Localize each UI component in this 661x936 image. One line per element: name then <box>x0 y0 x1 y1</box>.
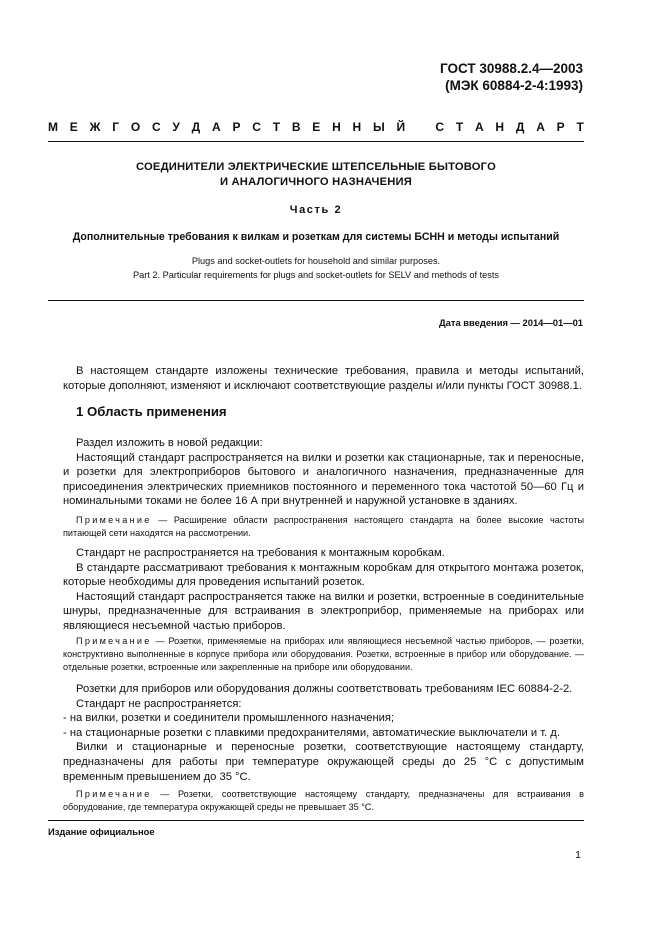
english-title-line: Part 2. Particular requirements for plugs and socket-outlets for SELV and methods of tests <box>133 269 499 280</box>
banner-letter: Е <box>69 120 78 134</box>
banner-letter: Т <box>455 120 464 134</box>
paragraph: Раздел изложить в новой редакции: <box>76 437 263 449</box>
banner-letter: С <box>151 120 161 134</box>
banner-letter: М <box>48 120 58 134</box>
banner-letter: Т <box>272 120 281 134</box>
note-text: — Розетки, соответствующие настоящему стандарту, предназначены для встраивания в оборудование, где температура окружающей среды не превышает 35 °С. <box>63 789 584 812</box>
paragraph: Розетки для приборов или оборудования должны соответствовать требованиям IEC 60884-2-2. <box>76 683 573 695</box>
note-paragraph <box>63 635 584 674</box>
document-title <box>48 160 584 189</box>
note-label: Примечание <box>76 636 152 646</box>
top-divider <box>48 141 584 142</box>
banner-letter: А <box>211 120 221 134</box>
paragraph: Вилки и стационарные и переносные розетки, соответствующие настоящему стандарту, предназначены для работы при температуре окружающей среды до 25 °С с допустимым временным превышением до 35 °С. <box>63 741 584 783</box>
paragraph: В настоящем стандарте изложены технические требования, правила и методы испытаний, которые дополняют, изменяют и исключают соответствующие разделы и/или пункты ГОСТ 30988.1. <box>63 365 584 392</box>
note-text: — Расширение области распространения настоящего стандарта на более высокие частоты питающей сети находятся на рассмотрении. <box>63 515 584 538</box>
paragraph: Настоящий стандарт распространяется на вилки и розетки как стационарные, так и переносные, и розетки для электроприборов бытового и аналогичного назначения, предназначенные для присоединения электрических приемников постоянного и переменного тока частотой 50—60 Гц и номинальными токами не более 16 А при внутренней и наружной установке в зданиях. <box>63 451 584 508</box>
introduction-date: Дата введения — 2014—01—01 <box>438 317 583 328</box>
section-body-a <box>63 436 584 509</box>
official-edition-label: Издание официальное <box>48 826 155 837</box>
note-label: Примечание <box>76 789 152 799</box>
banner-letter: Ы <box>372 120 385 134</box>
banner-letter: Н <box>495 120 505 134</box>
banner-letter: Р <box>232 120 241 134</box>
section-heading: 1 Область применения <box>76 404 227 419</box>
note-paragraph <box>63 788 584 814</box>
banner-letter: Н <box>352 120 362 134</box>
banner-gap <box>417 120 424 134</box>
footer-divider <box>48 820 584 821</box>
banner-letter: Е <box>312 120 321 134</box>
iec-number: (МЭК 60884-2-4:1993) <box>445 78 583 93</box>
list-item: - на вилки, розетки и соединители промышленного назначения; <box>63 712 395 725</box>
note-3 <box>63 788 584 814</box>
part-label: Часть 2 <box>289 204 343 216</box>
english-title-line: Plugs and socket-outlets for household and similar purposes. <box>191 256 441 266</box>
paragraph: В стандарте рассматривают требования к монтажным коробкам для открытого монтажа розеток, которые необходимы для проведения испытаний розеток. <box>63 561 584 589</box>
banner-letter: Г <box>112 120 120 134</box>
note-paragraph <box>63 514 584 540</box>
note-2 <box>63 635 584 674</box>
paragraph: Настоящий стандарт распространяется также на вилки и розетки, встроенные в соединительные шнуры, предназначенные для встраивания в электроприбор, применяемые на приборах или являющиеся несъемной частью приборов. <box>63 590 584 632</box>
banner-letter: С <box>435 120 445 134</box>
section-body-c <box>63 682 584 784</box>
banner-letter: Ж <box>89 120 101 134</box>
banner-letter: А <box>536 120 545 134</box>
section-body-b <box>63 546 584 634</box>
page-number: 1 <box>575 849 581 861</box>
paragraph: Стандарт не распространяется на требования к монтажным коробкам. <box>76 547 445 559</box>
title-line: И АНАЛОГИЧНОГО НАЗНАЧЕНИЯ <box>219 175 413 188</box>
banner-letter: А <box>474 120 484 134</box>
intro-paragraph <box>63 364 584 393</box>
note-label: Примечание <box>76 515 152 525</box>
list-item: - на стационарные розетки с плавкими предохранителями, автоматические выключатели и т. д. <box>63 726 560 739</box>
title-line: СОЕДИНИТЕЛИ ЭЛЕКТРИЧЕСКИЕ ШТЕПСЕЛЬНЫЕ БЫТОВОГО <box>136 161 496 173</box>
document-subtitle: Дополнительные требования к вилкам и розеткам для системы БСНН и методы испытаний <box>72 231 560 243</box>
english-title <box>48 255 584 282</box>
banner-letter: Й <box>396 120 406 134</box>
note-text: — Розетки, применяемые на приборах или являющиеся несъемной частью приборов, — розетки, конструктивно выполненные в корпусе прибора или оборудования. Розетки, встроенные в прибор или оборудование. — отдельные розетки, встроенные или закрепленные на приборе или оборудовании. <box>63 636 584 672</box>
banner-letter: О <box>130 120 141 134</box>
note-1 <box>63 514 584 540</box>
banner-letter: Р <box>556 120 565 134</box>
banner-letter: Н <box>332 120 341 134</box>
banner-letter: Д <box>515 120 525 134</box>
banner-letter: Д <box>191 120 201 134</box>
paragraph: Стандарт не распространяется: <box>76 697 242 710</box>
banner-letter: У <box>172 120 180 134</box>
banner-letter: С <box>252 120 261 134</box>
title-divider <box>48 300 584 301</box>
banner-letter: В <box>291 120 301 134</box>
standard-designation <box>440 60 583 94</box>
gost-number: ГОСТ 30988.2.4—2003 <box>440 61 583 76</box>
banner-letter: Т <box>576 120 584 134</box>
interstate-standard-banner <box>48 120 584 134</box>
